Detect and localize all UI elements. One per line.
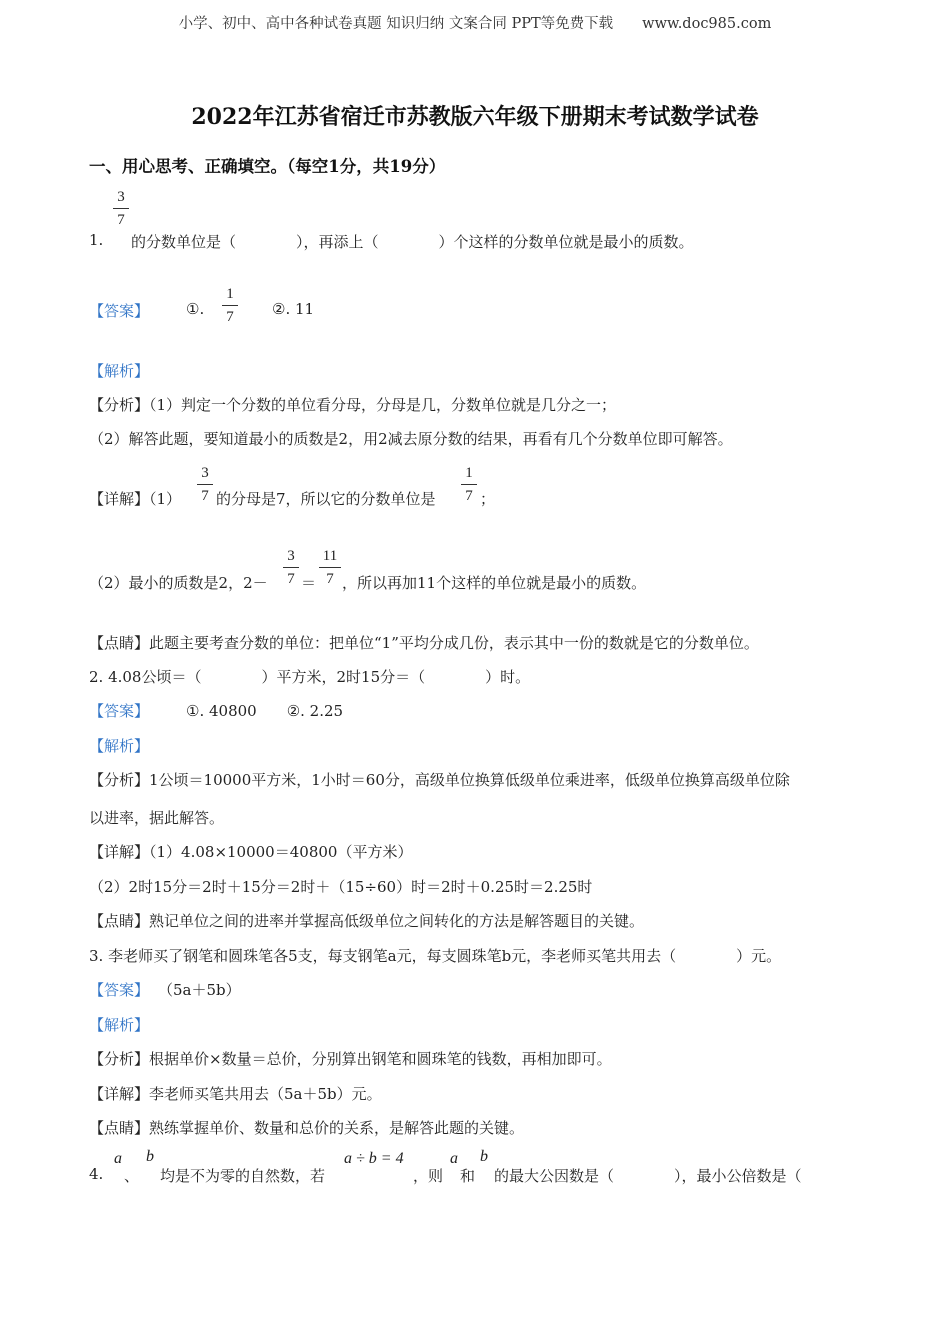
q1-xiangjie-fraction: 3 7 xyxy=(197,464,213,505)
q1-step2-prefix: （2）最小的质数是2，2－ xyxy=(89,574,268,592)
q1-fraction: 3 7 xyxy=(113,188,129,229)
q1-text: 的分数单位是（ ），再添上（ ）个这样的分数单位就是最小的质数。 xyxy=(131,233,694,251)
q3-dianjing: 【点睛】熟练掌握单价、数量和总价的关系，是解答此题的关键。 xyxy=(89,1119,525,1137)
section-heading: 一、用心思考、正确填空。（每空1分，共19分） xyxy=(89,157,446,176)
q1-xiangjie-end: ； xyxy=(480,490,496,508)
q2-xiangjie-line1: 【详解】（1）4.08×10000＝40800（平方米） xyxy=(89,843,413,861)
q1-step2-equals: ＝ xyxy=(301,574,317,592)
q2-text: 2. 4.08公顷＝（ ）平方米，2时15分＝（ ）时。 xyxy=(89,668,531,686)
q2-xiangjie-line2: （2）2时15分＝2时＋15分＝2时＋（15÷60）时＝2时＋0.25时＝2.25时 xyxy=(89,878,593,896)
q4-expression: a ÷ b = 4 xyxy=(344,1150,404,1167)
q1-number: 1. xyxy=(89,231,104,249)
q3-fenxi: 【分析】根据单价×数量＝总价，分别算出钢笔和圆珠笔的钱数，再相加即可。 xyxy=(89,1050,612,1068)
q4-separator: 、 xyxy=(124,1167,140,1185)
q1-step2-fraction2: 11 7 xyxy=(319,547,341,588)
page-header: 小学、初中、高中各种试卷真题 知识归纳 文案合同 PPT等免费下载 www.doc985.com xyxy=(178,16,772,32)
q4-he: 和 xyxy=(460,1167,476,1185)
q1-step2-fraction: 3 7 xyxy=(283,547,299,588)
q3-answer-tag: 【答案】 xyxy=(89,981,150,999)
q4-var-a2: a xyxy=(450,1150,458,1167)
q3-analysis-tag: 【解析】 xyxy=(89,1016,150,1034)
q4-var-b2: b xyxy=(480,1148,488,1165)
q2-fenxi-line2: 以进率，据此解答。 xyxy=(89,809,225,827)
q2-analysis-tag: 【解析】 xyxy=(89,737,150,755)
q2-dianjing: 【点睛】熟记单位之间的进率并掌握高低级单位之间转化的方法是解答题目的关键。 xyxy=(89,912,645,930)
q4-text3: 的最大公因数是（ ），最小公倍数是（ xyxy=(494,1167,802,1185)
q2-answer: ①. 40800 ②. 2.25 xyxy=(186,702,344,720)
q1-answer1-fraction: 1 7 xyxy=(222,285,238,326)
q1-analysis-tag: 【解析】 xyxy=(89,362,150,380)
q3-xiangjie: 【详解】李老师买笔共用去（5a＋5b）元。 xyxy=(89,1085,382,1103)
q4-var-b: b xyxy=(146,1148,154,1165)
q1-xiangjie-prefix: 【详解】（1） xyxy=(89,490,182,508)
q1-xiangjie-text: 的分母是7，所以它的分数单位是 xyxy=(216,490,436,508)
q4-text1: 均是不为零的自然数，若 xyxy=(160,1167,326,1185)
q1-step2-text: ，所以再加11个这样的单位就是最小的质数。 xyxy=(342,574,647,592)
q1-fenxi-line1: 【分析】（1）判定一个分数的单位看分母，分母是几，分数单位就是几分之一； xyxy=(89,396,617,414)
q2-fenxi-line1: 【分析】1公顷＝10000平方米，1小时＝60分，高级单位换算低级单位乘进率，低级单位换算高级单位除 xyxy=(89,771,790,789)
q1-fenxi-line2: （2）解答此题，要知道最小的质数是2，用2减去原分数的结果，再看有几个分数单位即可解答。 xyxy=(89,430,733,448)
q4-var-a: a xyxy=(114,1150,122,1167)
q1-answer1-label: ①. xyxy=(186,300,205,318)
q1-answer2: ②. 11 xyxy=(272,300,315,318)
q4-number: 4. xyxy=(89,1165,104,1183)
q1-dianjing: 【点睛】此题主要考查分数的单位：把单位“1”平均分成几份，表示其中一份的数就是它的分数单位。 xyxy=(89,634,759,652)
page-title: 2022年江苏省宿迁市苏教版六年级下册期末考试数学试卷 xyxy=(191,104,759,130)
q1-answer-tag: 【答案】 xyxy=(89,302,150,320)
q2-answer-tag: 【答案】 xyxy=(89,702,150,720)
q3-text: 3. 李老师买了钢笔和圆珠笔各5支，每支钢笔a元，每支圆珠笔b元，李老师买笔共用去（ ）元。 xyxy=(89,947,782,965)
q3-answer: （5a＋5b） xyxy=(158,981,241,999)
q4-text2: ，则 xyxy=(413,1167,444,1185)
q1-xiangjie-fraction2: 1 7 xyxy=(461,464,477,505)
